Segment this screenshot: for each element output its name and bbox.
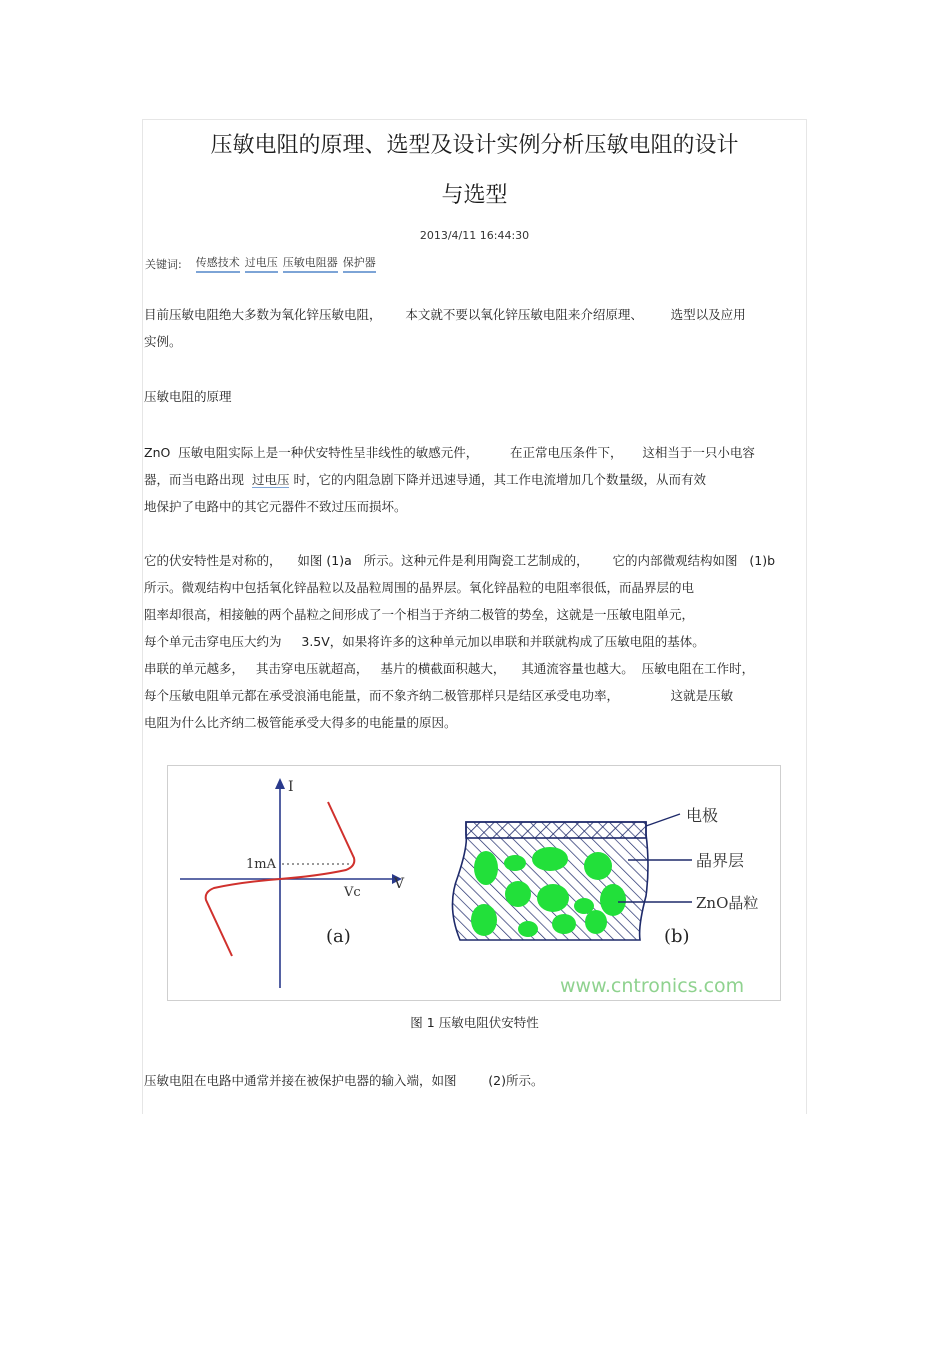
- grain: [532, 847, 568, 871]
- label-grain: ZnO晶粒: [696, 894, 759, 912]
- publish-date: 2013/4/11 16:44:30: [419, 229, 530, 242]
- grain: [518, 921, 538, 937]
- keyword-link-overvoltage[interactable]: 过电压: [245, 254, 278, 273]
- keyword-link-sensing[interactable]: 传感技术: [196, 254, 240, 273]
- figure-1-svg: [168, 766, 780, 1000]
- paragraph-connection: 压敏电阻在电路中通常并接在被保护电器的输入端，如图 (2)所示。: [144, 1073, 544, 1088]
- page-title-line2: 与选型: [441, 183, 508, 208]
- paragraph-line: 器，而当电路出现: [144, 472, 252, 487]
- label-b: (b): [664, 926, 690, 947]
- paragraph-line: 实例。: [144, 334, 182, 349]
- paragraph-line: 电阻为什么比齐纳二极管能承受大得多的电能量的原因。: [144, 715, 457, 730]
- grain: [505, 881, 531, 907]
- link-overvoltage[interactable]: 过电压: [251, 472, 290, 487]
- electrode-layer: [466, 822, 646, 838]
- paragraph-line: ZnO 压敏电阻实际上是一种伏安特性呈非线性的敏感元件， 在正常电压条件下， 这相当于一只小电容: [144, 445, 755, 460]
- label-boundary: 晶界层: [696, 851, 745, 870]
- label-a: (a): [326, 926, 351, 947]
- figure-1-caption: 图 1 压敏电阻伏安特性: [410, 1015, 539, 1030]
- microstructure-diagram: [452, 806, 758, 947]
- section-heading-principle: 压敏电阻的原理: [144, 389, 232, 404]
- grain: [537, 884, 569, 912]
- i-axis-arrow: [275, 778, 285, 789]
- grain: [600, 884, 626, 916]
- page-title: 压敏电阻的原理、选型及设计实例分析压敏电阻的设计: [210, 133, 739, 158]
- keywords-row: [145, 254, 381, 273]
- label-1ma: 1mA: [246, 857, 276, 872]
- grain: [552, 914, 576, 934]
- vi-curve-positive: [280, 802, 354, 879]
- paragraph-line: 地保护了电路中的其它元器件不致过压而损坏。: [144, 499, 407, 514]
- grain: [471, 904, 497, 936]
- axis-v-label: V: [394, 876, 405, 892]
- electrode-pointer: [646, 814, 680, 826]
- paragraph-line: 每个压敏电阻单元都在承受浪涌电能量，而不象齐纳二极管那样只是结区承受电功率， 这就是压敏: [144, 688, 734, 703]
- figure-1: [167, 765, 781, 1001]
- grain: [504, 855, 526, 871]
- label-vc: Vc: [344, 885, 361, 900]
- grain: [584, 852, 612, 880]
- paragraph-characteristics: [144, 547, 806, 736]
- watermark: www.cntronics.com: [560, 975, 745, 997]
- label-electrode: 电极: [686, 806, 719, 825]
- grain: [474, 851, 498, 885]
- paragraph-line: 它的伏安特性是对称的， 如图 (1)a 所示。这种元件是利用陶瓷工艺制成的， 它的内部微观结构如图 (1)b: [144, 553, 776, 568]
- paragraph-line: 阻率却很高，相接触的两个晶粒之间形成了一个相当于齐纳二极管的势垒，这就是一压敏电阻单元，: [144, 607, 695, 622]
- grain: [585, 910, 607, 934]
- keywords-label: 关键词:: [145, 257, 182, 271]
- vi-curve-diagram: [180, 778, 405, 988]
- paragraph-line: 每个单元击穿电压大约为 3.5V，如果将许多的这种单元加以串联和并联就构成了压敏电阻的基体。: [144, 634, 705, 649]
- paragraph-zno: [144, 439, 806, 520]
- paragraph-intro: [144, 301, 806, 355]
- axis-i-label: I: [288, 779, 294, 795]
- keyword-link-varistor[interactable]: 压敏电阻器: [283, 254, 338, 273]
- paragraph-line: 所示。微观结构中包括氧化锌晶粒以及晶粒周围的晶界层。氧化锌晶粒的电阻率很低，而晶界层的电: [144, 580, 695, 595]
- paragraph-line: 时，它的内阻急剧下降并迅速导通，其工作电流增加几个数量级，从而有效: [289, 472, 706, 487]
- vi-curve-negative: [206, 879, 280, 956]
- paragraph-line: 串联的单元越多， 其击穿电压就超高， 基片的横截面积越大， 其通流容量也越大。 压敏电阻在工作时，: [144, 661, 755, 676]
- keyword-link-protector[interactable]: 保护器: [343, 254, 376, 273]
- paragraph-line: 目前压敏电阻绝大多数为氧化锌压敏电阻， 本文就不要以氧化锌压敏电阻来介绍原理、 选型以及应用: [144, 307, 746, 322]
